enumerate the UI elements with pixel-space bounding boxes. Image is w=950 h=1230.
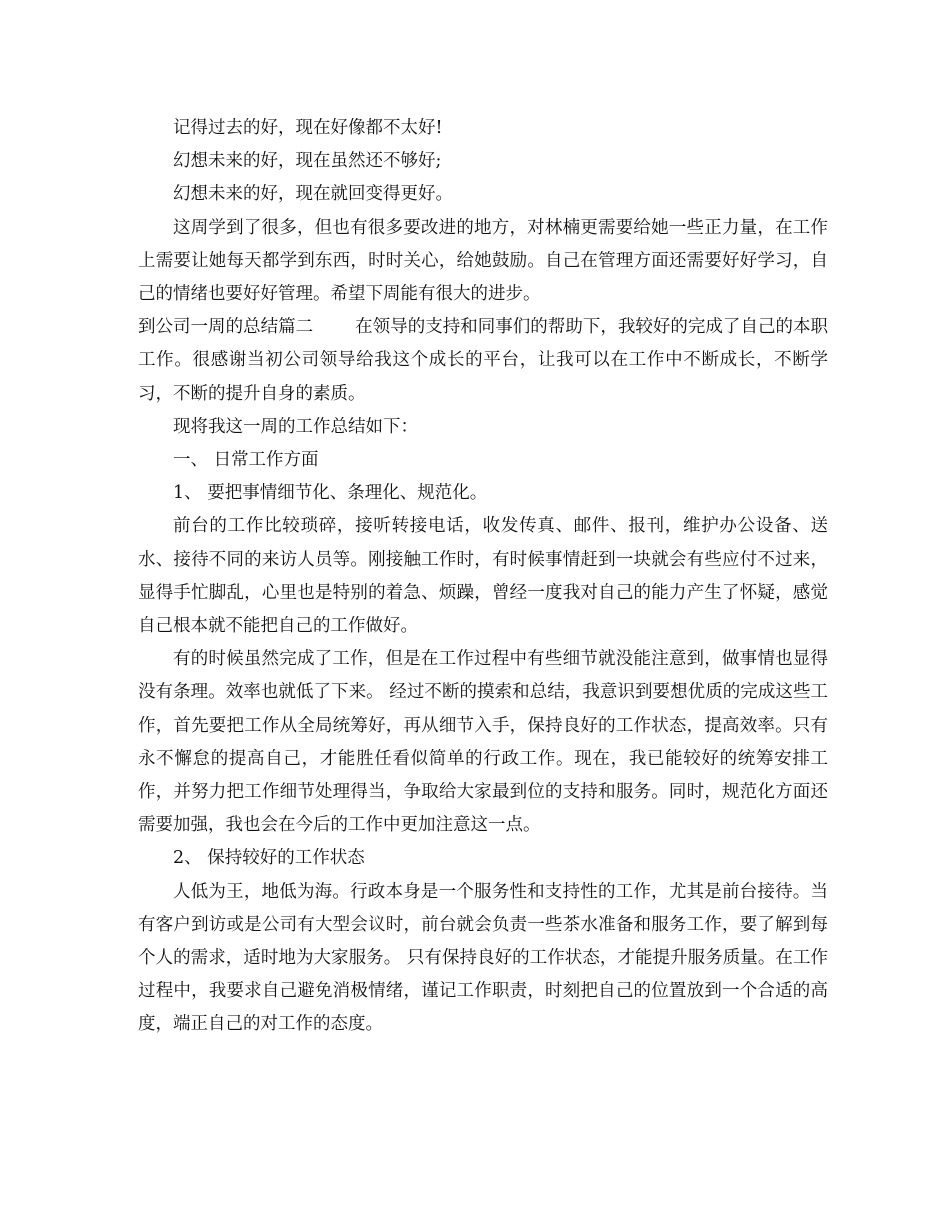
paragraph: 前台的工作比较琐碎，接听转接电话，收发传真、邮件、报刊，维护办公设备、送水、接待不同的来访人员等。刚接触工作时，有时候事情赶到一块就会有些应付不过来，显得手忙脚乱，心里也是特别的着急、烦躁，曾经一度我对自己的能力产生了怀疑，感觉自己根本就不能把自己的工作做好。 xyxy=(138,516,828,637)
paragraph: 幻想未来的好，现在就回变得更好。 xyxy=(173,184,453,205)
paragraph: 这周学到了很多，但也有很多要改进的地方，对林楠更需要给她一些正力量，在工作上需要让她每天都学到东西，时时关心，给她鼓励。自己在管理方面还需要好好学习，自己的情绪也要好好管理。希望下周能有很大的进步。 xyxy=(138,217,828,305)
paragraph: 有的时候虽然完成了工作，但是在工作过程中有些细节就没能注意到，做事情也显得没有条理。效率也就低了下来。 经过不断的摸索和总结，我意识到要想优质的完成这些工作，首先要把工作从全局统筹好，再从细节入手，保持良好的工作状态，提高效率。只有永不懈怠的提高自己，才能胜任看似简单的行政工作。现在，我已能较好的统筹安排工作，并努力把工作细节处理得当，争取给大家最到位的支持和服务。同时，规范化方面还需要加强，我也会在今后的工作中更加注意这一点。 xyxy=(138,649,828,836)
heading-level-1: 一、 日常工作方面 xyxy=(173,450,319,471)
heading-level-2: 2、 保持较好的工作状态 xyxy=(173,848,365,869)
paragraph: 幻想未来的好，现在虽然还不够好; xyxy=(173,151,442,172)
paragraph: 记得过去的好，现在好像都不太好! xyxy=(173,118,443,138)
paragraph: 现将我这一周的工作总结如下： xyxy=(173,416,418,437)
section-title: 到公司一周的总结篇二 xyxy=(138,317,314,338)
heading-level-2: 1、 要把事情细节化、条理化、规范化。 xyxy=(173,483,488,504)
paragraph: 人低为王，地低为海。行政本身是一个服务性和支持性的工作，尤其是前台接待。当有客户到访或是公司有大型会议时，前台就会负责一些茶水准备和服务工作，要了解到每个人的需求，适时地为大家服务。 只有保持良好的工作状态，才能提升服务质量。在工作过程中，我要求自己避免消极情绪，谨记工作职责，时刻把自己的位置放到一个合适的高度，端正自己的对工作的态度。 xyxy=(138,881,828,1035)
section-intro: 在领导的支持和同事们的帮助下，我较好的完成了自己的本职工作。很感谢当初公司领导给我这个成长的平台，让我可以在工作中不断成长，不断学习，不断的提升自身的素质。 xyxy=(138,317,829,404)
section-paragraph xyxy=(138,311,828,411)
document-body xyxy=(138,112,828,1042)
